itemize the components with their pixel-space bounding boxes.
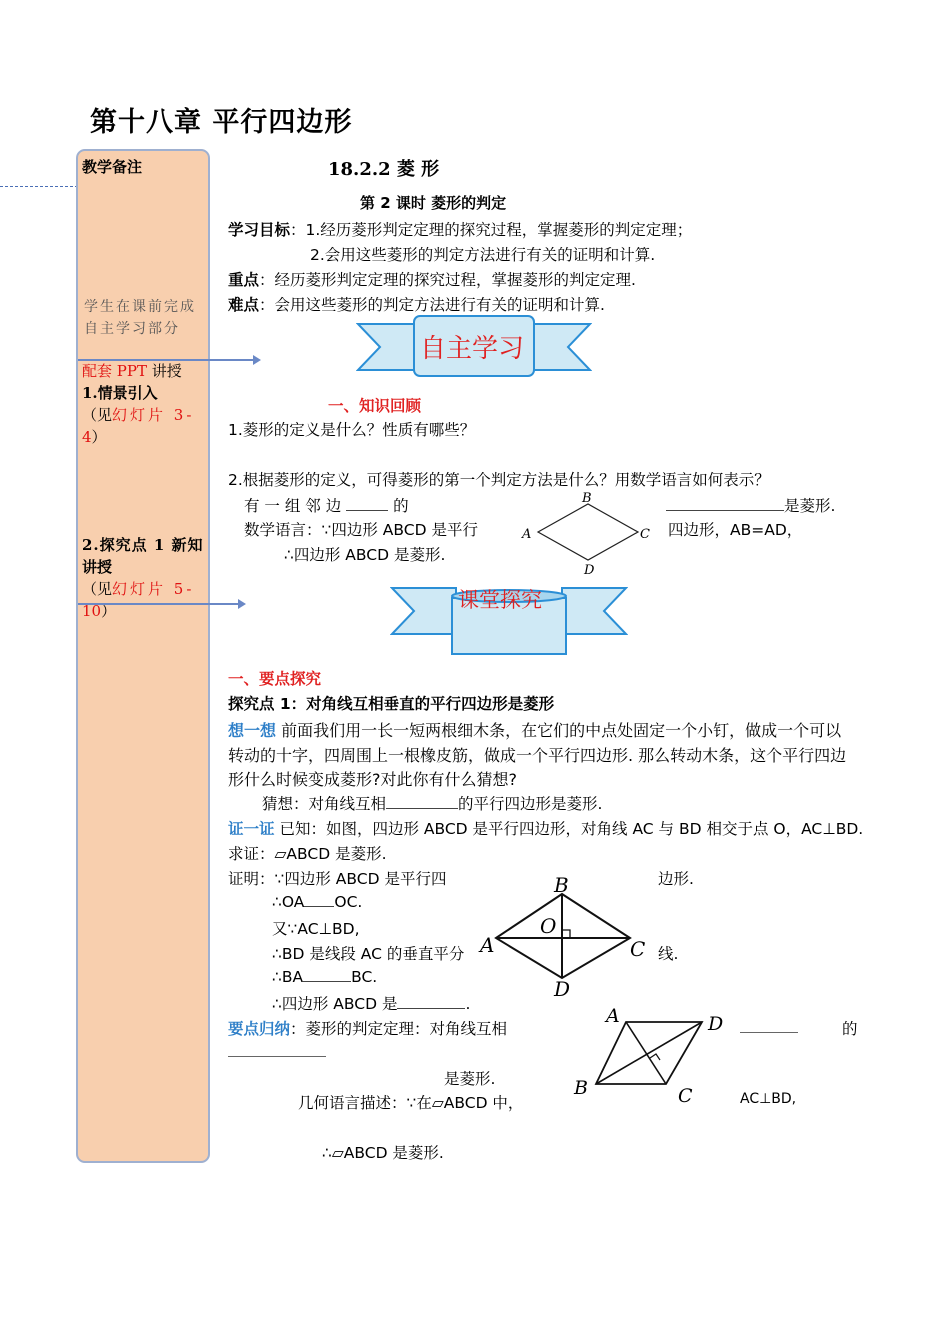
difficult-point: 难点：会用这些菱形的判定方法进行有关的证明和计算. xyxy=(228,296,605,314)
review-line-a: 有 一 组 邻 边 的 xyxy=(244,497,409,515)
sidebar-item1-ref: （见幻灯片 3- 4） xyxy=(82,406,195,446)
proof-line-3: 又∵AC⊥BD, xyxy=(272,920,360,938)
summary-line: 要点归纳：菱形的判定定理：对角线互相 xyxy=(228,1020,508,1038)
think-line-3: 形什么时候变成菱形?对此你有什么猜想? xyxy=(228,770,517,789)
summary-de: 的 xyxy=(842,1020,858,1038)
chapter-title: 第十八章 平行四边形 xyxy=(90,107,353,138)
summary-blank-1 xyxy=(740,1032,798,1033)
proof-line-1-end: 边形. xyxy=(658,870,694,888)
review-line-c: ∴四边形 ABCD 是菱形. xyxy=(284,546,446,564)
think-line-2: 转动的十字，四周围上一根橡皮筋，做成一个平行四边形. 那么转动木条，这个平行四边 xyxy=(228,746,847,765)
sidebar-item2-title-b: 讲授 xyxy=(82,558,113,576)
geometry-conclusion: ∴▱ABCD 是菱形. xyxy=(322,1144,444,1162)
sidebar-note-2: 自主学习部分 xyxy=(84,321,180,337)
svg-text:B: B xyxy=(574,1077,588,1099)
svg-text:C: C xyxy=(640,527,650,542)
key-point: 重点：经历菱形判定定理的探究过程，掌握菱形的判定定理. xyxy=(228,271,636,289)
review-heading: 一、知识回顾 xyxy=(328,397,422,415)
svg-text:A: A xyxy=(606,1005,620,1027)
prove-line-1: 证一证 已知：如图，四边形 ABCD 是平行四边形，对角线 AC 与 BD 相交于点 O，AC⊥BD. xyxy=(228,820,864,838)
arrow-to-class-explore xyxy=(78,596,248,612)
svg-text:D: D xyxy=(708,1013,724,1035)
svg-text:A: A xyxy=(480,933,495,957)
objective-2: 2.会用这些菱形的判定方法进行有关的证明和计算. xyxy=(310,246,656,264)
explore-point-1: 探究点 1：对角线互相垂直的平行四边形是菱形 xyxy=(228,695,555,713)
proof-line-5: ∴BA BC. xyxy=(272,968,378,986)
proof-line-4-end: 线. xyxy=(658,945,679,963)
sidebar-item1-title: 1.情景引入 xyxy=(82,384,158,402)
sidebar-note-1: 学生在课前完成 xyxy=(84,299,196,315)
prove-line-2: 求证：▱ABCD 是菱形. xyxy=(228,845,387,863)
think-line-1: 想一想 前面我们用一长一短两根细木条，在它们的中点处固定一个小钉，做成一个可以 xyxy=(228,721,842,740)
arrow-to-self-study xyxy=(78,352,263,368)
svg-text:D: D xyxy=(584,563,595,576)
svg-text:B: B xyxy=(554,874,569,897)
review-question-1: 1.菱形的定义是什么？性质有哪些？ xyxy=(228,421,476,439)
summary-end: 是菱形. xyxy=(444,1070,496,1088)
proof-line-1: 证明：∵四边形 ABCD 是平行四 xyxy=(228,870,447,888)
review-question-2: 2.根据菱形的定义，可得菱形的第一个判定方法是什么？用数学语言如何表示？ xyxy=(228,471,770,489)
class-explore-banner-text: 课堂探究 xyxy=(458,588,542,612)
svg-text:O: O xyxy=(540,914,557,938)
lesson-title: 第 2 课时 菱形的判定 xyxy=(360,194,507,212)
sidebar-item2-ref: （见幻灯片 5- 10） xyxy=(82,580,195,620)
section-title: 18.2.2 菱 形 xyxy=(328,159,440,180)
guess-line: 猜想：对角线互相 的平行四边形是菱形. xyxy=(262,795,603,813)
review-line-a-end: 是菱形. xyxy=(666,494,835,516)
proof-line-6: ∴四边形 ABCD 是 . xyxy=(272,995,471,1013)
geometry-condition: AC⊥BD, xyxy=(740,1091,797,1107)
review-line-b-end: 四边形，AB=AD， xyxy=(668,521,803,539)
svg-text:C: C xyxy=(678,1085,693,1107)
explore-heading: 一、要点探究 xyxy=(228,670,322,688)
objective-1: 学习目标：1.经历菱形判定定理的探究过程，掌握菱形的判定定理； xyxy=(228,221,693,239)
proof-line-2: ∴OA OC. xyxy=(272,893,363,911)
rhombus-figure-1 xyxy=(518,490,658,576)
rhombus-figure-2 xyxy=(476,874,656,1000)
review-line-b: 数学语言：∵四边形 ABCD 是平行 xyxy=(244,521,478,539)
summary-blank-2 xyxy=(228,1056,326,1057)
geometry-language: 几何语言描述：∵在▱ABCD 中， xyxy=(298,1094,524,1112)
svg-text:C: C xyxy=(630,937,646,961)
self-study-banner-text: 自主学习 xyxy=(420,334,525,364)
svg-text:B: B xyxy=(582,491,592,506)
ppt-label: 配套 PPT xyxy=(82,362,147,380)
sidebar-heading: 教学备注 xyxy=(82,158,143,176)
ppt-lecture: 讲授 xyxy=(146,362,182,380)
svg-text:A: A xyxy=(522,527,532,542)
dashed-divider xyxy=(0,186,78,187)
rhombus-figure-3 xyxy=(570,1004,730,1108)
svg-text:D: D xyxy=(554,977,571,1000)
sidebar-item2-title-a: 2.探究点 1 新知 xyxy=(82,536,204,554)
proof-line-4: ∴BD 是线段 AC 的垂直平分 xyxy=(272,945,465,963)
